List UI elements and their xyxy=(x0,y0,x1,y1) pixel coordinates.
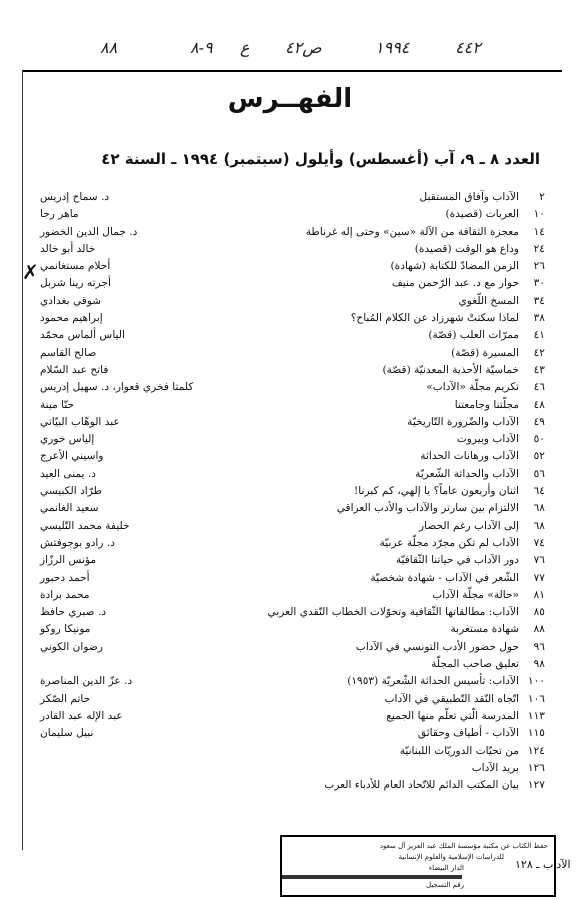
toc-title: العربات (قصيدة) xyxy=(445,208,519,221)
toc-page-number: ٨٥ xyxy=(533,606,545,619)
toc-entry xyxy=(40,673,545,690)
toc-entry xyxy=(40,777,545,794)
toc-entry xyxy=(40,206,545,223)
toc-entry xyxy=(40,639,545,656)
toc-entry xyxy=(40,414,545,431)
toc-title: دور الآداب في حياتنا الثّقافيّة xyxy=(395,554,519,567)
toc-author: صالح القاسم xyxy=(40,346,97,359)
toc-author: حنّا مينة xyxy=(40,398,75,411)
handwritten-notes xyxy=(0,38,580,70)
toc-author: واسيني الأعرج xyxy=(40,450,104,463)
toc-title: شهادة مستعربة xyxy=(450,623,519,636)
toc-entry xyxy=(40,327,545,344)
toc-entry xyxy=(40,448,545,465)
toc-author: إبراهيم محمود xyxy=(40,312,103,325)
toc-title: المسيرة (قصّة) xyxy=(451,346,519,359)
toc-author: أحمد دحبور xyxy=(40,571,90,584)
toc-title: بيان المكتب الدائم للاتّحاد العام للأدباء العرب xyxy=(324,779,519,792)
toc-page-number: ٧٦ xyxy=(533,554,545,567)
toc-entry xyxy=(40,241,545,258)
toc-page-number: ٦٨ xyxy=(533,502,545,515)
toc-entry xyxy=(40,431,545,448)
toc-page-number: ٨١ xyxy=(533,588,545,601)
toc-author: عبد الوهّاب البيّاتي xyxy=(40,415,120,428)
toc-author: إلياس خوري xyxy=(40,433,95,446)
toc-page-number: ١١٣ xyxy=(527,709,545,722)
toc-author: محمد برادة xyxy=(40,588,90,601)
page-footer: الآداب ـ ١٢٨ xyxy=(515,858,571,871)
toc-entry xyxy=(40,604,545,621)
toc-page-number: ٧٤ xyxy=(533,536,545,549)
toc-title: الآداب: تأسيس الحداثة الشّعريّة (١٩٥٣) xyxy=(347,675,519,688)
toc-author: د. صبري حافظ xyxy=(40,606,107,619)
toc-title: ممرّات العلب (قصّة) xyxy=(428,329,519,342)
toc-title: المسخ اللّغوي xyxy=(458,294,519,307)
toc-entry xyxy=(40,466,545,483)
toc-title: الزمن المضادّ للكتابة (شهادة) xyxy=(390,260,519,273)
stamp-bar xyxy=(282,875,462,879)
toc-author: رضوان الكوني xyxy=(40,640,103,653)
toc-author: عبد الإله عبد القادر xyxy=(40,709,123,722)
margin-mark: ✗ xyxy=(22,260,39,284)
toc-author: ماهر رجا xyxy=(40,208,79,221)
toc-page-number: ٥٦ xyxy=(533,467,545,480)
toc-title: الآداب لم تكن مجرّد مجلّة عربيّة xyxy=(379,536,519,549)
toc-page-number: ٢ xyxy=(539,191,545,203)
toc-entry xyxy=(40,725,545,742)
toc-page-number: ١٤ xyxy=(533,225,545,238)
toc-page-number: ٤٩ xyxy=(533,415,545,428)
toc-entry xyxy=(40,362,545,379)
toc-title: لماذا سكتتْ شهرزاد عن الكلام المُباح؟ xyxy=(350,312,519,325)
toc-author: د. جمال الدين الخضور xyxy=(40,225,138,238)
stamp-line: حفظ الكتاب عن مكتبة مؤسسة الملك عبد العزيز آل سعود xyxy=(379,842,548,850)
toc-page-number: ٣٨ xyxy=(533,312,545,325)
toc-title: الآداب والضّرورة التّاريخيّة xyxy=(407,415,519,428)
toc-page-number: ٢٤ xyxy=(533,242,545,255)
toc-page-number: ٤٨ xyxy=(533,398,545,411)
toc-entry xyxy=(40,397,545,414)
toc-title: اثنان وأربعون عاماً؟ يا إلهي، كم كبرنا! xyxy=(354,485,519,498)
toc-page-number: ١١٥ xyxy=(527,727,545,740)
toc-entry xyxy=(40,708,545,725)
toc-title: الآداب - أطياف وحقائق xyxy=(417,727,519,740)
toc-page-number: ٤٣ xyxy=(533,363,545,376)
toc-title: المدرسة الّتي تعلّم منها الجميع xyxy=(386,709,519,722)
toc-page-number: ٤٢ xyxy=(533,346,545,359)
stamp-line: الدار البيضاء xyxy=(428,864,464,872)
toc-page-number: ٩٨ xyxy=(533,658,545,671)
toc-entry xyxy=(40,760,545,777)
toc-entry xyxy=(40,500,545,517)
toc-entry xyxy=(40,379,545,396)
toc-author: كلمتا فخري قعوار، د. سهيل إدريس xyxy=(40,381,194,394)
toc-entry xyxy=(40,345,545,362)
toc-page-number: ١٠٠ xyxy=(527,675,545,688)
issue-subtitle: العدد ٨ ـ ٩، آب (أغسطس) وأيلول (سبتمبر) ١٩٩٤ ـ السنة ٤٢ xyxy=(101,150,540,168)
toc-author: الياس ألماس محمّد xyxy=(40,329,125,342)
toc-author: د. عزّ الدين المناصرة xyxy=(40,675,133,688)
toc-page-number: ١٢٦ xyxy=(527,761,545,774)
toc-entry xyxy=(40,552,545,569)
toc-title: الشّعر في الآداب - شهادة شخصيّة xyxy=(370,571,519,584)
toc-title: معجزة الثقافة من الآلة «سين» وحتى إله غرناطة xyxy=(305,225,519,238)
toc-page-number: ١٢٤ xyxy=(527,744,545,757)
toc-title: حوار مع د. عبد الرّحمن منيف xyxy=(391,277,519,290)
handwritten-note: ١٩٩٤ xyxy=(375,38,410,57)
stamp-line: للدراسات الإسلامية والعلوم الإنسانية xyxy=(398,853,504,861)
toc-entry xyxy=(40,535,545,552)
toc-entry xyxy=(40,483,545,500)
toc-author: أجرته رينا شربل xyxy=(40,277,111,290)
toc-author: شوقي بغدادي xyxy=(40,294,102,307)
toc-author: طرّاد الكبيسي xyxy=(40,485,103,498)
toc-title: حول حضور الأدب التونسي في الآداب xyxy=(355,640,519,653)
toc-author: د. سماح إدريس xyxy=(40,191,110,203)
toc-page-number: ٥٠ xyxy=(533,433,545,446)
toc-title: تكريم مجلّة «الآداب» xyxy=(426,381,519,394)
toc-entry xyxy=(40,621,545,638)
toc-title: إلى الآداب رغم الحصار xyxy=(419,519,519,532)
toc-page-number: ٣٤ xyxy=(533,294,545,307)
toc-page-number: ٩٦ xyxy=(533,640,545,653)
toc-page-number: ٦٤ xyxy=(533,485,545,498)
toc-author: نبيل سليمان xyxy=(40,727,94,740)
toc-page-number: ٧٧ xyxy=(533,571,545,584)
toc-title: الآداب: مطالقاتها الثّقافية وتحوّلات الخطاب النّقدي العربي xyxy=(267,606,519,619)
handwritten-note: ٤٤٢ xyxy=(455,38,481,57)
toc-title: الالتزام بين سارتر والآداب والأدب العراقي xyxy=(336,502,519,515)
toc-page-number: ٣٠ xyxy=(533,277,545,290)
toc-entry xyxy=(40,518,545,535)
toc-entry xyxy=(40,275,545,292)
table-of-contents xyxy=(40,189,545,794)
toc-author: أحلام مستغانمي xyxy=(40,260,111,273)
toc-entry xyxy=(40,224,545,241)
toc-entry xyxy=(40,691,545,708)
toc-title: خماسيّة الأحذية المعدنيّة (قصّة) xyxy=(382,363,519,376)
toc-title: اتّجاه النّقد التّطبيقي في الآداب xyxy=(384,692,519,705)
toc-title: تعليق صاحب المجلّة xyxy=(431,658,519,671)
toc-entry xyxy=(40,293,545,310)
toc-page-number: ١٠ xyxy=(533,208,545,221)
toc-title: مجلّتنا وجامعتنا xyxy=(454,398,519,411)
toc-entry xyxy=(40,189,545,206)
handwritten-note: ع xyxy=(240,38,250,57)
toc-author: د. رادو بوجوفتش xyxy=(40,536,115,549)
toc-title: بريد الآداب xyxy=(471,761,519,774)
toc-page-number: ١٢٧ xyxy=(527,779,545,792)
toc-page-number: ٤٦ xyxy=(533,381,545,394)
toc-page-number: ٨٨ xyxy=(533,623,545,636)
toc-title: الآداب وآفاق المستقبل xyxy=(419,191,519,203)
toc-page-number: ٤١ xyxy=(533,329,545,342)
toc-author: مونيكا روكو xyxy=(40,623,91,636)
toc-page-number: ٥٢ xyxy=(533,450,545,463)
toc-title: من تحيّات الدوريّات اللبنانيّة xyxy=(399,744,519,757)
handwritten-note: ٩-٨ xyxy=(190,38,213,57)
toc-title: الآداب ورهانات الحداثة xyxy=(420,450,519,463)
toc-author: مؤنس الرزّاز xyxy=(40,554,97,567)
toc-entry xyxy=(40,258,545,275)
toc-page-number: ١٠٦ xyxy=(527,692,545,705)
toc-entry xyxy=(40,743,545,760)
toc-page-number: ٢٦ xyxy=(533,260,545,273)
handwritten-note: ٨٨ xyxy=(100,38,118,57)
toc-page-number: ٦٨ xyxy=(533,519,545,532)
toc-author: خالد أبو خالد xyxy=(40,242,96,255)
toc-title: الآداب وبيروت xyxy=(456,433,519,446)
toc-author: حاتم الصّكر xyxy=(40,692,91,705)
left-rule xyxy=(22,70,23,850)
toc-author: سعيد الغانمي xyxy=(40,502,99,515)
toc-entry xyxy=(40,310,545,327)
toc-title: الآداب والحداثة الشّعريّة xyxy=(415,467,519,480)
toc-entry xyxy=(40,570,545,587)
top-rule xyxy=(22,70,562,72)
stamp-line: رقم التسجيل xyxy=(426,881,464,889)
handwritten-note: ص٤٢ xyxy=(285,38,322,57)
toc-author: د. يمنى العيد xyxy=(40,467,96,480)
page-title: الفهــرس xyxy=(227,84,353,114)
toc-entry xyxy=(40,656,545,673)
toc-title: «حالة» مجلّة الآداب xyxy=(432,588,519,601)
toc-author: خليفة محمد التّليسي xyxy=(40,519,130,532)
toc-entry xyxy=(40,587,545,604)
toc-author: فاتح عبد السّلام xyxy=(40,363,109,376)
toc-title: وداع هو الوقت (قصيدة) xyxy=(414,242,519,255)
